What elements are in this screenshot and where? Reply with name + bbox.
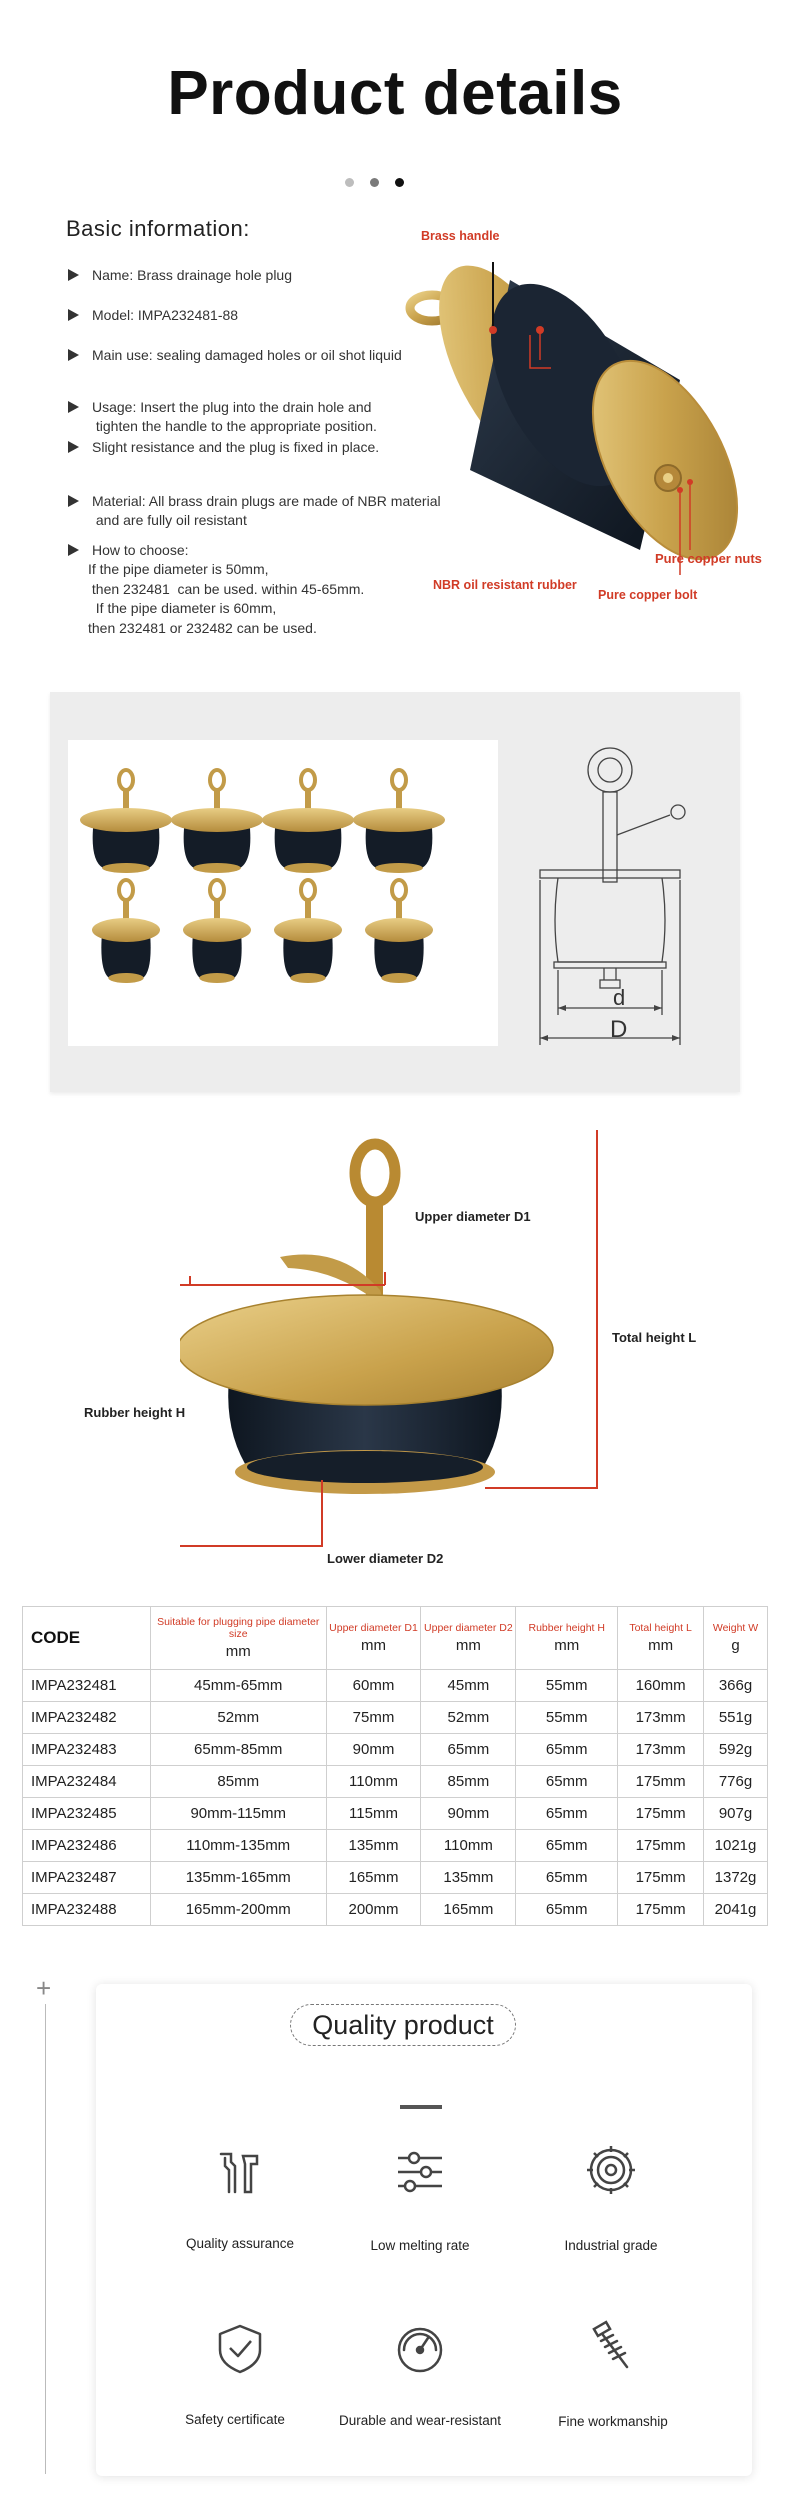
table-cell: 90mm xyxy=(326,1734,421,1766)
table-cell: 2041g xyxy=(704,1894,768,1926)
table-row xyxy=(23,1702,768,1734)
table-cell: 90mm-115mm xyxy=(150,1798,326,1830)
label-upper-diameter: Upper diameter D1 xyxy=(415,1209,531,1224)
product-photos xyxy=(68,740,498,1046)
table-cell: 200mm xyxy=(326,1894,421,1926)
table-cell: 175mm xyxy=(618,1830,704,1862)
shield-check-icon xyxy=(214,2322,266,2374)
header-weight: Weight W g xyxy=(704,1607,768,1670)
table-row xyxy=(23,1670,768,1702)
basic-info-heading: Basic information: xyxy=(66,216,250,241)
table-cell: 115mm xyxy=(326,1798,421,1830)
table-cell-code: IMPA232487 xyxy=(23,1862,151,1894)
table-cell: 55mm xyxy=(516,1702,618,1734)
gauge-icon xyxy=(394,2322,446,2374)
table-cell: 110mm xyxy=(421,1830,516,1862)
table-cell: 175mm xyxy=(618,1766,704,1798)
table-cell: 1021g xyxy=(704,1830,768,1862)
table-row xyxy=(23,1830,768,1862)
table-cell: 65mm xyxy=(516,1734,618,1766)
table-cell: 592g xyxy=(704,1734,768,1766)
bullet-arrow-icon xyxy=(68,495,79,507)
table-cell-code: IMPA232484 xyxy=(23,1766,151,1798)
drawing-label-d: d xyxy=(613,985,626,1010)
plug-photo xyxy=(353,770,445,873)
plug-photo xyxy=(274,880,342,983)
table-cell-code: IMPA232483 xyxy=(23,1734,151,1766)
side-divider xyxy=(45,2004,46,2474)
table-cell: 85mm xyxy=(150,1766,326,1798)
table-cell: 1372g xyxy=(704,1862,768,1894)
table-cell-code: IMPA232488 xyxy=(23,1894,151,1926)
table-cell: 65mm xyxy=(516,1766,618,1798)
table-cell: 45mm-65mm xyxy=(150,1670,326,1702)
table-cell: 45mm xyxy=(421,1670,516,1702)
table-cell: 173mm xyxy=(618,1734,704,1766)
table-header-row xyxy=(23,1607,768,1670)
table-cell: 65mm xyxy=(516,1862,618,1894)
table-cell: 135mm xyxy=(326,1830,421,1862)
bullet-arrow-icon xyxy=(68,309,79,321)
quality-item-label: Quality assurance xyxy=(185,2236,295,2251)
table-cell: 165mm xyxy=(326,1862,421,1894)
table-row xyxy=(23,1766,768,1798)
callout-copper-nuts: Pure copper nuts xyxy=(655,551,762,566)
table-row xyxy=(23,1798,768,1830)
header-pipe-size: Suitable for plugging pipe diameter size mm xyxy=(150,1607,326,1670)
table-cell: 52mm xyxy=(150,1702,326,1734)
tools-icon xyxy=(213,2146,265,2198)
quality-item-label: Safety certificate xyxy=(185,2412,285,2427)
plug-photo xyxy=(171,770,263,873)
table-cell: 175mm xyxy=(618,1798,704,1830)
callout-copper-bolt: Pure copper bolt xyxy=(598,588,698,602)
sliders-icon xyxy=(394,2146,446,2198)
table-cell: 60mm xyxy=(326,1670,421,1702)
table-cell: 75mm xyxy=(326,1702,421,1734)
quality-divider-bar xyxy=(400,2105,442,2109)
page-title: Product details xyxy=(167,59,623,128)
table-cell-code: IMPA232486 xyxy=(23,1830,151,1862)
plug-photo xyxy=(262,770,354,873)
spec-table xyxy=(22,1606,768,1926)
table-cell: 160mm xyxy=(618,1670,704,1702)
table-cell-code: IMPA232481 xyxy=(23,1670,151,1702)
plug-photo xyxy=(80,770,172,873)
table-cell: 65mm-85mm xyxy=(150,1734,326,1766)
info-choose-details: If the pipe diameter is 50mm, then 232481 can be used. within 45-65mm. If the pipe diameter is 60mm, then 232481 or 232482 can be used. xyxy=(88,561,365,636)
table-cell: 110mm-135mm xyxy=(150,1830,326,1862)
plug-photo xyxy=(183,880,251,983)
table-cell-code: IMPA232485 xyxy=(23,1798,151,1830)
quality-item-label: Fine workmanship xyxy=(558,2414,668,2429)
table-cell: 65mm xyxy=(421,1734,516,1766)
carousel-dot[interactable] xyxy=(370,178,379,187)
dimension-diagram xyxy=(180,1130,630,1570)
bullet-arrow-icon xyxy=(68,401,79,413)
bullet-arrow-icon xyxy=(68,544,79,556)
info-model: Model: IMPA232481-88 xyxy=(68,306,238,325)
technical-drawing xyxy=(530,740,730,1056)
table-cell: 175mm xyxy=(618,1894,704,1926)
label-lower-diameter: Lower diameter D2 xyxy=(327,1551,444,1566)
info-material: Material: All brass drain plugs are made of NBR material and are fully oil resistant xyxy=(68,492,441,530)
info-main-use: Main use: sealing damaged holes or oil shot liquid xyxy=(68,346,402,365)
plug-photo xyxy=(92,880,160,983)
table-cell: 165mm xyxy=(421,1894,516,1926)
info-how-to-choose: How to choose: xyxy=(68,541,189,560)
bullet-arrow-icon xyxy=(68,349,79,361)
carousel-dots xyxy=(345,178,415,190)
table-row xyxy=(23,1894,768,1926)
table-cell-code: IMPA232482 xyxy=(23,1702,151,1734)
bullet-arrow-icon xyxy=(68,441,79,453)
gear-icon xyxy=(585,2144,637,2196)
screw-icon xyxy=(587,2319,639,2371)
quality-title: Quality product xyxy=(290,2004,516,2046)
header-total-height: Total height L mm xyxy=(618,1607,704,1670)
info-usage: Usage: Insert the plug into the drain hole and tighten the handle to the appropriate position. xyxy=(68,398,377,436)
table-cell: 135mm xyxy=(421,1862,516,1894)
header-upper-d2: Upper diameter D2 mm xyxy=(421,1607,516,1670)
quality-item-label: Durable and wear-resistant xyxy=(338,2413,502,2428)
quality-item-label: Low melting rate xyxy=(370,2238,470,2253)
table-cell: 65mm xyxy=(516,1894,618,1926)
header-code: CODE xyxy=(23,1607,151,1670)
table-cell: 52mm xyxy=(421,1702,516,1734)
label-rubber-height: Rubber height H xyxy=(84,1405,186,1420)
quality-item-label: Industrial grade xyxy=(564,2238,658,2253)
table-cell: 65mm xyxy=(516,1798,618,1830)
callout-nbr-rubber: NBR oil resistant rubber xyxy=(433,578,577,592)
table-cell: 776g xyxy=(704,1766,768,1798)
carousel-dot-active[interactable] xyxy=(395,178,404,187)
bullet-arrow-icon xyxy=(68,269,79,281)
table-row xyxy=(23,1734,768,1766)
table-cell: 110mm xyxy=(326,1766,421,1798)
table-cell: 55mm xyxy=(516,1670,618,1702)
table-cell: 65mm xyxy=(516,1830,618,1862)
table-cell: 551g xyxy=(704,1702,768,1734)
table-cell: 366g xyxy=(704,1670,768,1702)
header-upper-d1: Upper diameter D1 mm xyxy=(326,1607,421,1670)
quality-card xyxy=(96,1984,752,2476)
callout-brass-handle: Brass handle xyxy=(421,229,500,243)
header-rubber-height: Rubber height H mm xyxy=(516,1607,618,1670)
table-cell: 173mm xyxy=(618,1702,704,1734)
table-row xyxy=(23,1862,768,1894)
carousel-dot[interactable] xyxy=(345,178,354,187)
plug-photo xyxy=(365,880,433,983)
info-slight: Slight resistance and the plug is fixed in place. xyxy=(68,438,379,457)
table-cell: 907g xyxy=(704,1798,768,1830)
table-cell: 175mm xyxy=(618,1862,704,1894)
side-plus-icon: + xyxy=(36,1973,52,2003)
table-cell: 90mm xyxy=(421,1798,516,1830)
table-cell: 85mm xyxy=(421,1766,516,1798)
label-total-height: Total height L xyxy=(612,1330,697,1345)
table-cell: 165mm-200mm xyxy=(150,1894,326,1926)
info-name: Name: Brass drainage hole plug xyxy=(68,266,292,285)
plug-photo-grid xyxy=(68,740,498,1046)
table-cell: 135mm-165mm xyxy=(150,1862,326,1894)
drawing-label-D: D xyxy=(610,1016,628,1043)
